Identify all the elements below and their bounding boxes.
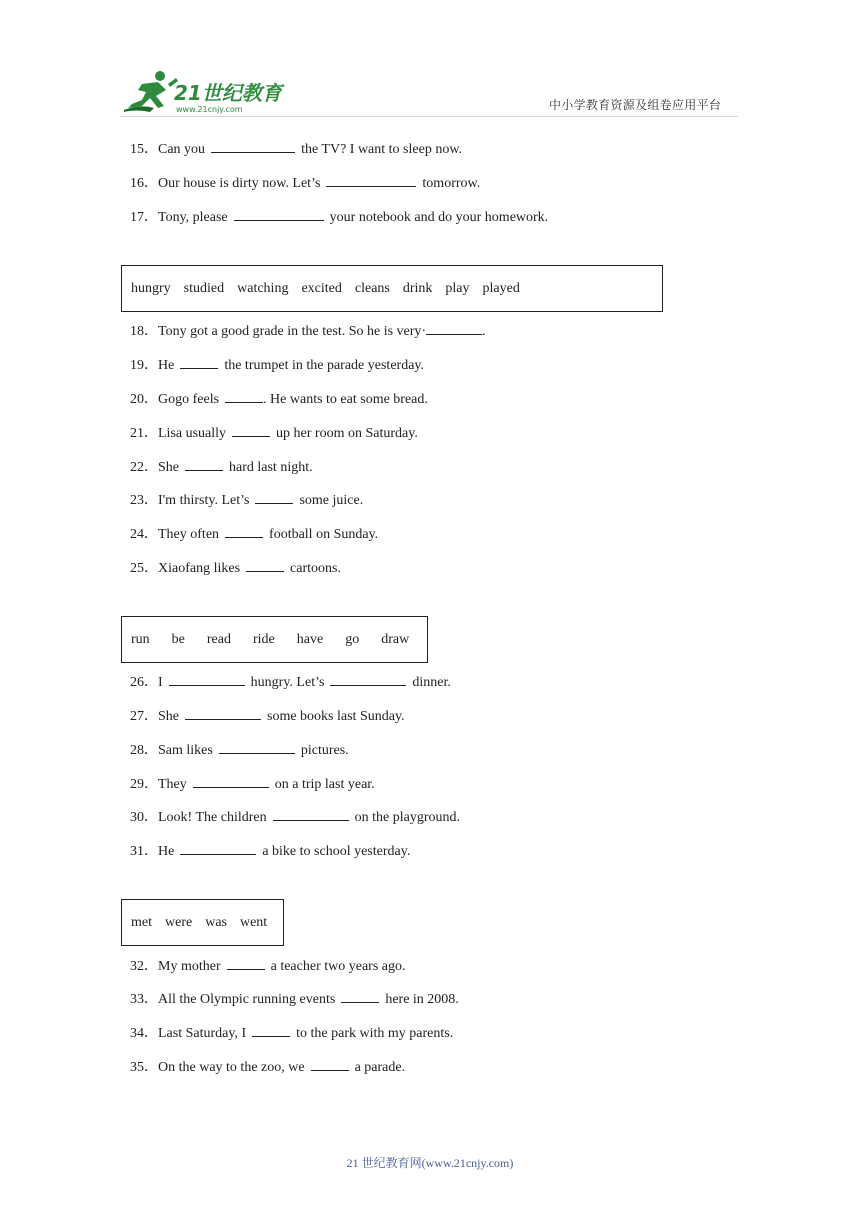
word-bank-item: read: [206, 631, 231, 647]
answer-blank[interactable]: [193, 774, 269, 788]
question-30: 30．Look! The children on the playground.: [130, 807, 460, 827]
footer-link[interactable]: 21 世纪教育网(www.21cnjy.com): [346, 1156, 514, 1170]
question-15: 15．Can you the TV? I want to sleep now.: [130, 139, 462, 159]
question-34: 34．Last Saturday, I to the park with my parents.: [130, 1023, 453, 1043]
answer-blank[interactable]: [185, 457, 223, 471]
word-bank-item: cleans: [354, 280, 390, 296]
answer-blank[interactable]: [330, 672, 406, 686]
word-bank-item: played: [482, 280, 520, 296]
question-28: 28．Sam likes pictures.: [130, 740, 349, 760]
answer-blank[interactable]: [180, 841, 256, 855]
question-27: 27．She some books last Sunday.: [130, 706, 405, 726]
word-bank-4: [121, 899, 284, 946]
word-bank-item: have: [296, 631, 324, 647]
word-bank-item: excited: [301, 280, 342, 296]
answer-blank[interactable]: [225, 389, 263, 403]
word-bank-item: be: [171, 631, 185, 647]
question-32: 32．My mother a teacher two years ago.: [130, 956, 405, 976]
answer-blank[interactable]: [341, 989, 379, 1003]
question-29: 29．They on a trip last year.: [130, 774, 375, 794]
word-bank-item: run: [131, 631, 150, 647]
answer-blank[interactable]: [185, 706, 261, 720]
answer-blank[interactable]: [255, 490, 293, 504]
word-bank-3: [121, 616, 428, 663]
logo-url: www.21cnjy.com: [176, 105, 243, 114]
answer-blank[interactable]: [311, 1057, 349, 1071]
question-23: 23．I'm thirsty. Let’s some juice.: [130, 490, 363, 510]
runner-logo-icon: [120, 68, 290, 116]
word-bank-item: was: [205, 914, 227, 930]
word-bank-2: [121, 265, 663, 312]
word-bank-item: hungry: [131, 280, 171, 296]
answer-blank[interactable]: [246, 558, 284, 572]
answer-blank[interactable]: [180, 355, 218, 369]
answer-blank[interactable]: [211, 139, 295, 153]
word-bank-item: met: [131, 914, 152, 930]
answer-blank[interactable]: [169, 672, 245, 686]
answer-blank[interactable]: [273, 807, 349, 821]
question-22: 22．She hard last night.: [130, 457, 313, 477]
answer-blank[interactable]: [326, 173, 416, 187]
answer-blank[interactable]: [426, 321, 482, 335]
question-16: 16．Our house is dirty now. Let’s tomorrow.: [130, 173, 480, 193]
answer-blank[interactable]: [232, 423, 270, 437]
word-bank-item: watching: [237, 280, 289, 296]
question-26: 26．I hungry. Let’s dinner.: [130, 672, 451, 692]
logo-text: 21世纪教育: [174, 81, 282, 105]
answer-blank[interactable]: [252, 1023, 290, 1037]
question-33: 33．All the Olympic running events here in 2008.: [130, 989, 459, 1009]
question-31: 31．He a bike to school yesterday.: [130, 841, 410, 861]
question-19: 19．He the trumpet in the parade yesterday.: [130, 355, 424, 375]
site-logo: [120, 68, 290, 116]
question-18: 18．Tony got a good grade in the test. So he is very· .: [130, 321, 486, 341]
answer-blank[interactable]: [227, 956, 265, 970]
answer-blank[interactable]: [219, 740, 295, 754]
word-bank-item: were: [165, 914, 193, 930]
word-bank-item: ride: [252, 631, 275, 647]
header-divider: [120, 116, 738, 117]
answer-blank[interactable]: [234, 207, 324, 221]
word-bank-item: went: [239, 914, 268, 930]
word-bank-item: draw: [381, 631, 410, 647]
word-bank-item: drink: [402, 280, 433, 296]
question-17: 17．Tony, please your notebook and do your homework.: [130, 207, 548, 227]
question-25: 25．Xiaofang likes cartoons.: [130, 558, 341, 578]
question-20: 20．Gogo feels . He wants to eat some bread.: [130, 389, 428, 409]
platform-label: 中小学教育资源及组卷应用平台: [549, 98, 722, 112]
word-bank-item: play: [445, 280, 470, 296]
question-21: 21．Lisa usually up her room on Saturday.: [130, 423, 418, 443]
question-24: 24．They often football on Sunday.: [130, 524, 378, 544]
word-bank-item: go: [345, 631, 360, 647]
answer-blank[interactable]: [225, 524, 263, 538]
word-bank-item: studied: [183, 280, 225, 296]
question-35: 35．On the way to the zoo, we a parade.: [130, 1057, 405, 1077]
